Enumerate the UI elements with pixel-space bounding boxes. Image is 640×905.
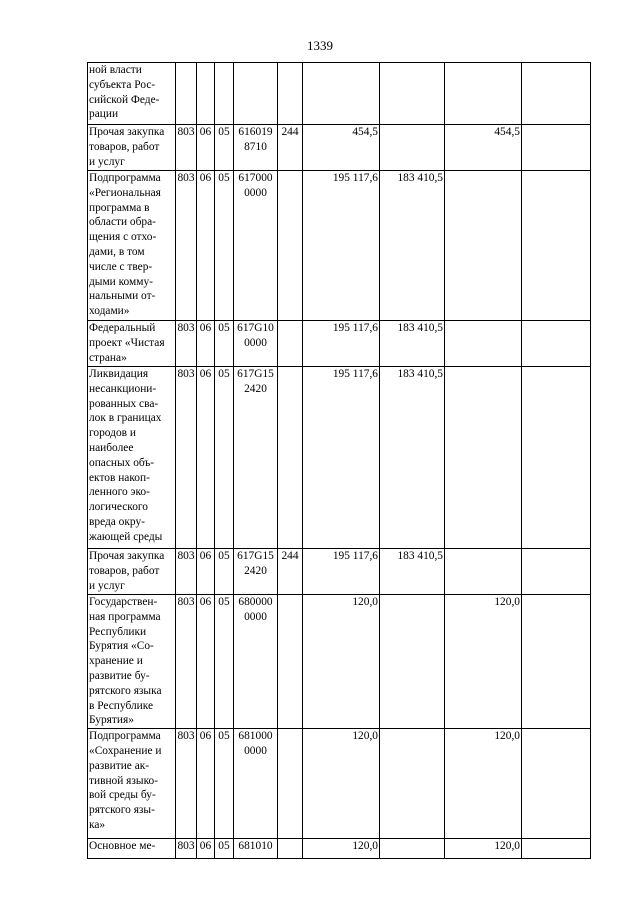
regional-amount-cell <box>445 321 522 367</box>
subsection-code-cell <box>215 171 234 321</box>
regional-amount-cell <box>445 549 522 595</box>
row-name-cell <box>88 125 176 171</box>
other-amount-cell <box>522 125 591 171</box>
subsection-code-cell <box>215 549 234 595</box>
subsection-code-cell <box>215 839 234 859</box>
table-row <box>88 549 591 595</box>
subsection-code-cell-text: 05 <box>218 126 230 138</box>
row-name-cell-text: ной власти субъекта Рос- сийской Феде- рации <box>89 64 160 121</box>
federal-amount-cell <box>380 367 445 549</box>
other-amount-cell <box>522 839 591 859</box>
target-article-cell <box>234 171 278 321</box>
subsection-code-cell-text: 05 <box>218 368 230 380</box>
row-name-cell-text: Основное ме- <box>89 840 156 853</box>
expense-type-cell-text: 244 <box>281 126 299 138</box>
ministry-code-cell-text: 803 <box>177 322 195 334</box>
target-article-cell <box>234 367 278 549</box>
subsection-code-cell-text: 05 <box>218 596 230 608</box>
other-amount-cell <box>522 321 591 367</box>
regional-amount-cell-text: 120,0 <box>494 730 520 743</box>
federal-amount-cell <box>380 729 445 839</box>
section-code-cell-text: 06 <box>199 172 212 184</box>
table-row <box>88 367 591 549</box>
total-amount-cell <box>303 367 380 549</box>
federal-amount-cell-text: 183 410,5 <box>397 550 443 562</box>
other-amount-cell <box>522 549 591 595</box>
federal-amount-cell <box>380 63 445 125</box>
federal-amount-cell <box>380 321 445 367</box>
subsection-code-cell-text: 05 <box>218 840 230 853</box>
target-article-cell <box>234 549 278 595</box>
total-amount-cell <box>303 729 380 839</box>
other-amount-cell <box>522 729 591 839</box>
ministry-code-cell <box>176 321 197 367</box>
row-name-cell-text: Подпрограмма «Региональная программа в области обра- щения с отхо- дами, в том числе с твер- дыми комму- нальными от- ходами» <box>89 172 161 318</box>
section-code-cell-text: 06 <box>199 322 212 334</box>
regional-amount-cell <box>445 367 522 549</box>
total-amount-cell-text: 120,0 <box>352 730 378 743</box>
target-article-cell <box>234 595 278 729</box>
ministry-code-cell <box>176 367 197 549</box>
expense-type-cell <box>278 367 303 549</box>
federal-amount-cell <box>380 549 445 595</box>
ministry-code-cell <box>176 839 197 859</box>
regional-amount-cell-text: 454,5 <box>494 126 520 138</box>
other-amount-cell <box>522 63 591 125</box>
section-code-cell <box>197 321 215 367</box>
ministry-code-cell-text: 803 <box>177 550 195 562</box>
subsection-code-cell <box>215 729 234 839</box>
row-name-cell-text: Государствен- ная программа Республики Бурятия «Со- хранение и развитие бу- рятского языка в Республике Бурятия» <box>89 596 162 727</box>
subsection-code-cell-text: 05 <box>218 550 230 562</box>
row-name-cell <box>88 595 176 729</box>
page-number: 1339 <box>307 38 333 53</box>
row-name-cell <box>88 367 176 549</box>
table-row <box>88 125 591 171</box>
federal-amount-cell <box>380 125 445 171</box>
total-amount-cell-text: 195 117,6 <box>332 172 378 184</box>
other-amount-cell <box>522 595 591 729</box>
section-code-cell <box>197 171 215 321</box>
regional-amount-cell <box>445 63 522 125</box>
ministry-code-cell-text: 803 <box>177 840 195 853</box>
ministry-code-cell <box>176 125 197 171</box>
section-code-cell <box>197 595 215 729</box>
row-name-cell <box>88 839 176 859</box>
section-code-cell <box>197 367 215 549</box>
total-amount-cell <box>303 171 380 321</box>
subsection-code-cell <box>215 367 234 549</box>
total-amount-cell <box>303 839 380 859</box>
subsection-code-cell <box>215 595 234 729</box>
target-article-cell <box>234 63 278 125</box>
section-code-cell-text: 06 <box>199 730 212 743</box>
budget-table <box>87 62 591 859</box>
target-article-cell <box>234 729 278 839</box>
federal-amount-cell-text: 183 410,5 <box>397 322 443 334</box>
section-code-cell <box>197 839 215 859</box>
row-name-cell-text: Прочая закупка товаров, работ и услуг <box>89 550 165 592</box>
table-body <box>88 63 591 859</box>
target-article-cell-text: 680000 0000 <box>238 596 273 623</box>
table-row <box>88 839 591 859</box>
expense-type-cell-text: 244 <box>281 550 299 562</box>
federal-amount-cell <box>380 595 445 729</box>
total-amount-cell <box>303 549 380 595</box>
ministry-code-cell <box>176 63 197 125</box>
target-article-cell-text: 681000 0000 <box>238 730 273 757</box>
ministry-code-cell-text: 803 <box>177 730 195 743</box>
total-amount-cell-text: 120,0 <box>352 840 378 853</box>
ministry-code-cell <box>176 549 197 595</box>
subsection-code-cell <box>215 125 234 171</box>
row-name-cell <box>88 171 176 321</box>
total-amount-cell-text: 195 117,6 <box>332 322 378 334</box>
expense-type-cell <box>278 729 303 839</box>
target-article-cell-text: 617G10 0000 <box>237 322 274 349</box>
ministry-code-cell <box>176 595 197 729</box>
expense-type-cell <box>278 125 303 171</box>
subsection-code-cell <box>215 321 234 367</box>
target-article-cell-text: 681010 <box>238 840 273 853</box>
row-name-cell <box>88 729 176 839</box>
total-amount-cell-text: 195 117,6 <box>332 550 378 562</box>
regional-amount-cell <box>445 125 522 171</box>
ministry-code-cell <box>176 729 197 839</box>
subsection-code-cell <box>215 63 234 125</box>
ministry-code-cell-text: 803 <box>177 368 195 380</box>
section-code-cell-text: 06 <box>199 596 212 608</box>
target-article-cell <box>234 125 278 171</box>
total-amount-cell-text: 454,5 <box>352 126 378 138</box>
federal-amount-cell <box>380 171 445 321</box>
expense-type-cell <box>278 171 303 321</box>
expense-type-cell <box>278 839 303 859</box>
ministry-code-cell-text: 803 <box>177 596 195 608</box>
table-row <box>88 729 591 839</box>
expense-type-cell <box>278 549 303 595</box>
total-amount-cell-text: 120,0 <box>352 596 378 608</box>
regional-amount-cell-text: 120,0 <box>494 596 520 608</box>
target-article-cell-text: 617G15 2420 <box>237 550 274 577</box>
total-amount-cell <box>303 595 380 729</box>
table-row <box>88 321 591 367</box>
regional-amount-cell <box>445 729 522 839</box>
table-row <box>88 63 591 125</box>
federal-amount-cell-text: 183 410,5 <box>397 172 443 184</box>
row-name-cell <box>88 549 176 595</box>
row-name-cell <box>88 63 176 125</box>
section-code-cell <box>197 549 215 595</box>
other-amount-cell <box>522 367 591 549</box>
section-code-cell <box>197 729 215 839</box>
target-article-cell <box>234 839 278 859</box>
section-code-cell <box>197 125 215 171</box>
regional-amount-cell <box>445 171 522 321</box>
federal-amount-cell-text: 183 410,5 <box>397 368 443 380</box>
row-name-cell <box>88 321 176 367</box>
subsection-code-cell-text: 05 <box>218 730 230 743</box>
table-row <box>88 171 591 321</box>
regional-amount-cell-text: 120,0 <box>494 840 520 853</box>
total-amount-cell <box>303 125 380 171</box>
total-amount-cell <box>303 63 380 125</box>
total-amount-cell <box>303 321 380 367</box>
subsection-code-cell-text: 05 <box>218 172 230 184</box>
section-code-cell-text: 06 <box>199 840 212 853</box>
regional-amount-cell <box>445 595 522 729</box>
expense-type-cell <box>278 63 303 125</box>
subsection-code-cell-text: 05 <box>218 322 230 334</box>
row-name-cell-text: Прочая закупка товаров, работ и услуг <box>89 126 165 168</box>
row-name-cell-text: Федеральный проект «Чистая страна» <box>89 322 165 364</box>
table-row <box>88 595 591 729</box>
row-name-cell-text: Ликвидация несанкциони- рованных сва- лок в границах городов и наиболее опасных объ- ектов накоп- ленного эко- логического вреда окру- жающей среды <box>89 368 163 543</box>
target-article-cell-text: 616019 8710 <box>238 126 273 153</box>
section-code-cell-text: 06 <box>199 126 212 138</box>
other-amount-cell <box>522 171 591 321</box>
section-code-cell-text: 06 <box>199 368 212 380</box>
total-amount-cell-text: 195 117,6 <box>332 368 378 380</box>
target-article-cell-text: 617G15 2420 <box>237 368 274 395</box>
federal-amount-cell <box>380 839 445 859</box>
row-name-cell-text: Подпрограмма «Сохранение и развитие ак- тивной языко- вой среды бу- рятского язы- ка» <box>89 730 162 831</box>
section-code-cell-text: 06 <box>199 550 212 562</box>
ministry-code-cell-text: 803 <box>177 126 195 138</box>
expense-type-cell <box>278 595 303 729</box>
target-article-cell <box>234 321 278 367</box>
ministry-code-cell-text: 803 <box>177 172 195 184</box>
expense-type-cell <box>278 321 303 367</box>
target-article-cell-text: 617000 0000 <box>238 172 273 199</box>
ministry-code-cell <box>176 171 197 321</box>
regional-amount-cell <box>445 839 522 859</box>
section-code-cell <box>197 63 215 125</box>
